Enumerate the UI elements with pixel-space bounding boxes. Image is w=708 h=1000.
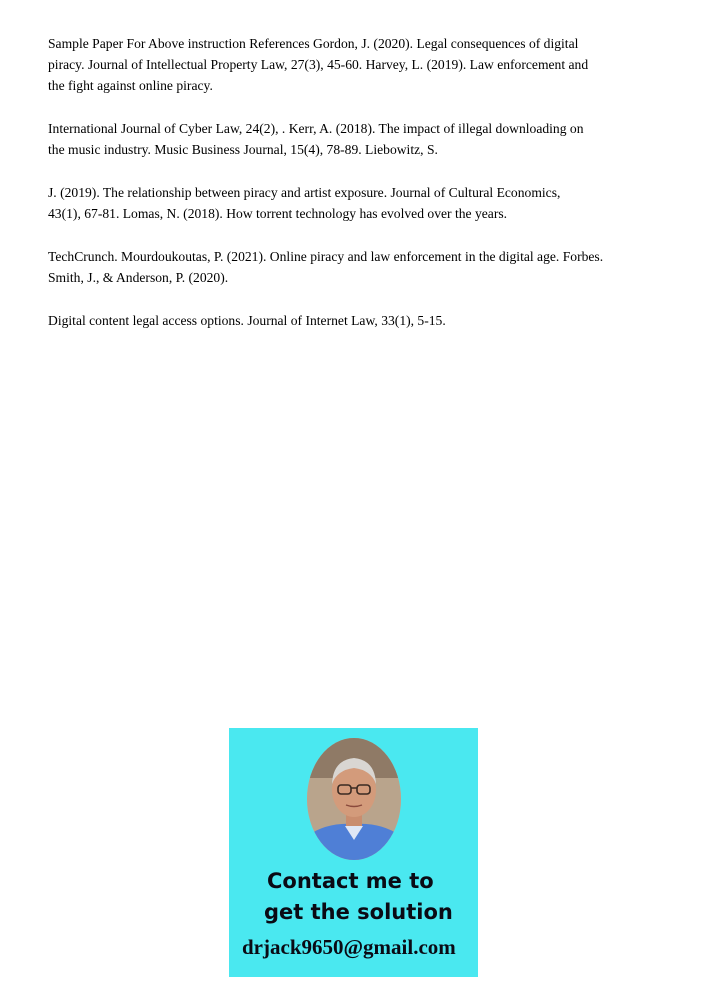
cta-line-2: get the solution (264, 900, 453, 924)
paragraph-1: Sample Paper For Above instruction References Gordon, J. (2020). Legal consequences of digital piracy. Journal of Intellectual Property Law, 27(3), 45-60. Harvey, L. (2019). Law enforcement and the fight against online piracy. (48, 36, 589, 93)
profile-photo (307, 738, 401, 860)
paragraph-5: Digital content legal access options. Journal of Internet Law, 33(1), 5-15. (48, 313, 446, 328)
paragraph-3: J. (2019). The relationship between piracy and artist exposure. Journal of Cultural Economics, 43(1), 67-81. Lomas, N. (2018). How torrent technology has evolved over the years. (48, 185, 561, 221)
cta-line-1: Contact me to (267, 869, 434, 893)
paragraph-4: TechCrunch. Mourdoukoutas, P. (2021). Online piracy and law enforcement in the digital age. Forbes. Smith, J., & Anderson, P. (2020). (48, 249, 604, 285)
contact-email-link[interactable]: drjack9650@gmail.com (242, 935, 456, 959)
document-body (48, 33, 648, 353)
contact-promo-banner[interactable] (229, 728, 478, 977)
paragraph-2: International Journal of Cyber Law, 24(2), . Kerr, A. (2018). The impact of illegal downloading on the music industry. Music Business Journal, 15(4), 78-89. Liebowitz, S. (48, 121, 584, 157)
